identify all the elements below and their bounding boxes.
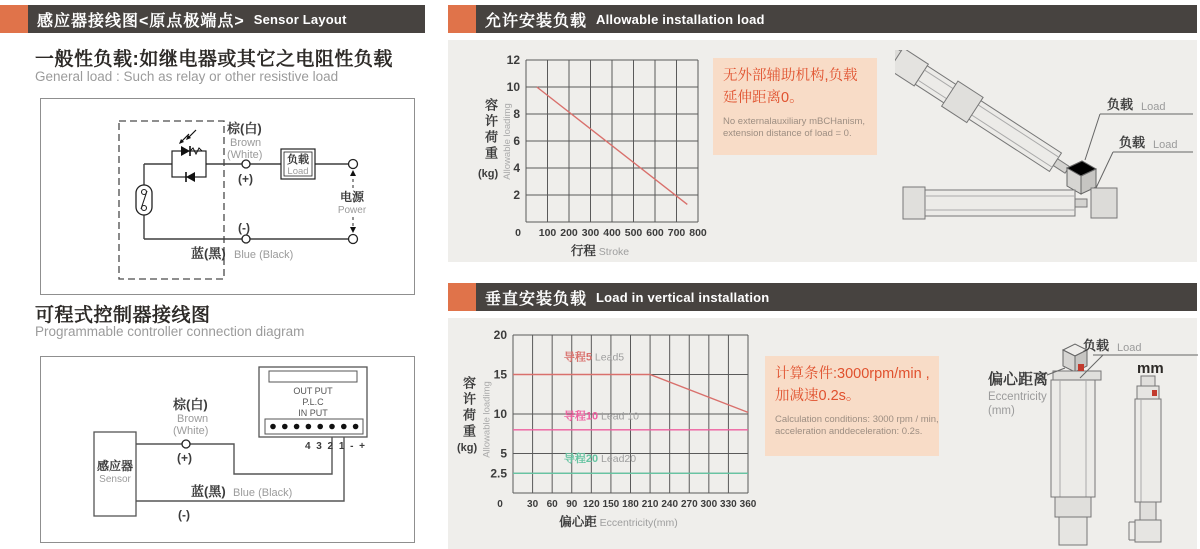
- plc-diagram-box: [40, 356, 415, 543]
- plc-unit: [259, 367, 367, 452]
- plus-label: (+): [238, 172, 253, 186]
- y-tick-label: 20: [493, 328, 507, 342]
- allowable-load-header: [476, 5, 1197, 33]
- load2-label-en: Load: [1153, 139, 1178, 151]
- series-label-lead20: 导程20 Lead20: [563, 453, 637, 466]
- x-tick-label: 240: [661, 499, 679, 510]
- x-tick-label: 600: [646, 227, 664, 239]
- wire-junction-minus: [242, 235, 250, 243]
- plc-text-output: OUT PUT: [293, 386, 333, 396]
- x-tick-label: 360: [739, 499, 757, 510]
- left-header-title-en: Sensor Layout: [253, 11, 347, 27]
- note1-zh-line1: 无外部辅助机构,负载: [723, 68, 858, 84]
- eccentricity-label-zh: 偏心距离: [988, 371, 1049, 388]
- y-tick-label: 2: [513, 188, 520, 202]
- calculation-conditions-note: [765, 356, 939, 456]
- vertical-load-header-en: Load in vertical installation: [596, 289, 770, 305]
- y-tick-label: 10: [506, 80, 520, 94]
- grid: [526, 60, 698, 222]
- plc-wiring-diagram: [41, 357, 413, 541]
- brown-wire-label-en1: Brown: [230, 137, 262, 149]
- led-diode-block: [172, 130, 206, 182]
- chart1-ylabel-en: Allowable loadimg: [502, 103, 513, 180]
- plus-label: (+): [177, 451, 192, 465]
- chart1-ylabel-zh: 容许荷重: [483, 98, 498, 162]
- y-tick-label: 5: [500, 446, 507, 461]
- load1-label-zh: 负载: [1107, 97, 1134, 112]
- load3-label-zh: 负载: [1083, 338, 1110, 353]
- allowable-load-header-en: Allowable installation load: [596, 11, 765, 27]
- x-tick-label: 210: [641, 499, 659, 510]
- terminal-bottom: [349, 235, 358, 244]
- x-tick-label: 0: [497, 499, 503, 510]
- series-label-lead10: 导程10 Lead 10: [563, 410, 640, 423]
- x-tick-label: 120: [582, 499, 600, 510]
- note2-zh-line1: 计算条件:3000rpm/min ,: [775, 366, 930, 382]
- chart1-ylabel-unit: (kg): [478, 168, 499, 180]
- y-tick-label: 12: [506, 53, 520, 67]
- sensor-box: [94, 432, 136, 516]
- x-tick-label: 700: [667, 227, 686, 239]
- x-tick-label: 150: [602, 499, 620, 510]
- y-tick-label: 6: [513, 134, 520, 148]
- y-tick-label: 2.5: [490, 466, 507, 481]
- load-box-zh: 负载: [287, 154, 309, 166]
- no-auxiliary-note: [713, 58, 877, 155]
- vertical-actuator-illustration: [985, 326, 1200, 549]
- y-tick-label: 15: [493, 367, 507, 382]
- chart2-ylabel-en: Allowable loadimg: [481, 381, 493, 458]
- power-connector: [338, 170, 367, 233]
- load2-label-zh: 负载: [1119, 135, 1146, 150]
- plc-title-zh: 可程式控制器接线图: [35, 305, 211, 326]
- general-load-diagram-box: [40, 98, 415, 295]
- load-box-en: Load: [287, 166, 309, 177]
- sensor-label-zh: 感应器: [96, 459, 134, 473]
- y-tick-label: 8: [513, 107, 520, 121]
- minus-label: (-): [178, 508, 190, 522]
- x-axis-label: 行程 Stroke: [570, 244, 630, 258]
- note1-zh-line2: 延伸距离0。: [723, 89, 804, 106]
- terminal-top: [349, 160, 358, 169]
- left-header-title-zh: 感应器接线图<原点极端点>: [37, 12, 245, 30]
- general-load-wiring-diagram: [41, 99, 413, 293]
- note2-en: Calculation conditions: 3000 rpm / min, acceleration anddeceleration: 0.2s.: [775, 413, 939, 438]
- minus-label: (-): [238, 221, 250, 235]
- x-axis-label: 偏心距 Eccentricity(mm): [559, 515, 678, 529]
- load-box: [281, 149, 315, 179]
- brown-wire-label-en2: (White): [173, 425, 209, 437]
- brown-wire-label-zh: 棕(白): [227, 121, 262, 136]
- x-tick-label: 200: [560, 227, 578, 239]
- plc-title-en: Programmable controller connection diagram: [35, 324, 305, 339]
- chart2-ylabel-zh: 容许荷重: [461, 376, 476, 440]
- blue-wire-label-en: Blue (Black): [234, 249, 294, 261]
- load3-label-en: Load: [1117, 342, 1142, 354]
- chart2-ylabel-unit: (kg): [457, 442, 478, 454]
- blue-wire-label-en: Blue (Black): [233, 487, 293, 499]
- x-tick-label: 800: [689, 227, 707, 239]
- series-label-lead5: 导程5 Lead5: [563, 351, 625, 364]
- red-marker: [1078, 364, 1084, 371]
- wire-junction-plus: [242, 160, 250, 168]
- general-load-title-en: General load : Such as relay or other resistive load: [35, 69, 339, 84]
- actuator-vertical-right: [1129, 376, 1161, 542]
- power-label-en: Power: [337, 205, 367, 216]
- vertical-load-header-zh: 垂直安装负载: [485, 290, 588, 308]
- x-tick-label: 300: [581, 227, 600, 239]
- blue-wire-label-zh: 蓝(黑): [191, 484, 226, 499]
- y-tick-label: 10: [493, 407, 507, 421]
- power-label-zh: 电源: [339, 190, 365, 204]
- sensor-label-en: Sensor: [99, 474, 131, 485]
- x-tick-label: 0: [515, 227, 521, 239]
- actuator-vertical-left: [1051, 344, 1101, 545]
- y-tick-label: 4: [513, 161, 520, 175]
- x-tick-label: 500: [624, 227, 643, 239]
- x-tick-label: 100: [538, 227, 557, 239]
- x-tick-label: 90: [566, 499, 578, 510]
- red-marker: [1152, 390, 1157, 396]
- plc-terminal-labels: 4 3 2 1 - +: [305, 441, 365, 452]
- stroke-load-chart: [455, 45, 745, 260]
- bottom-header-accent-square: [448, 283, 476, 311]
- horizontal-actuator-illustration: [895, 50, 1200, 255]
- x-tick-label: 180: [622, 499, 639, 510]
- eccentricity-label-unit: (mm): [988, 405, 1015, 417]
- x-tick-label: 60: [546, 499, 558, 510]
- x-tick-label: 270: [680, 499, 698, 510]
- brown-wire-label-en2: (White): [227, 149, 263, 161]
- eccentricity-load-chart: [455, 325, 765, 549]
- x-tick-label: 330: [720, 499, 737, 510]
- actuator-diagonal: [895, 50, 1075, 182]
- general-load-title-zh: 一般性负载:如继电器或其它之电阻性负载: [35, 49, 393, 70]
- note1-en: No externalauxiliary mBCHanism, extension distance of load = 0.: [723, 115, 866, 140]
- allowable-load-header-zh: 允许安装负载: [485, 12, 588, 30]
- plc-text-plc: P.L.C: [302, 397, 324, 407]
- blue-wire-label-zh: 蓝(黑): [191, 246, 226, 261]
- eccentricity-label-en: Eccentricity: [988, 391, 1047, 403]
- load1-label-en: Load: [1141, 101, 1166, 113]
- switch-symbol: [136, 185, 152, 215]
- load2-leader-line: [1096, 152, 1193, 188]
- x-tick-label: 30: [527, 499, 539, 510]
- mm-label: mm: [1137, 360, 1164, 377]
- plc-text-input: IN PUT: [298, 408, 328, 418]
- x-tick-label: 300: [700, 499, 718, 510]
- wire-junction-plus: [182, 440, 190, 448]
- brown-wire-label-en1: Brown: [177, 413, 209, 425]
- note2-zh-line2: 加减速0.2s。: [775, 387, 861, 404]
- left-header-accent-square: [0, 5, 28, 33]
- vertical-load-header: [476, 283, 1197, 311]
- brown-wire-label-zh: 棕(白): [173, 397, 208, 412]
- left-section-header: [28, 5, 425, 33]
- x-tick-label: 400: [603, 227, 621, 239]
- top-header-accent-square: [448, 5, 476, 33]
